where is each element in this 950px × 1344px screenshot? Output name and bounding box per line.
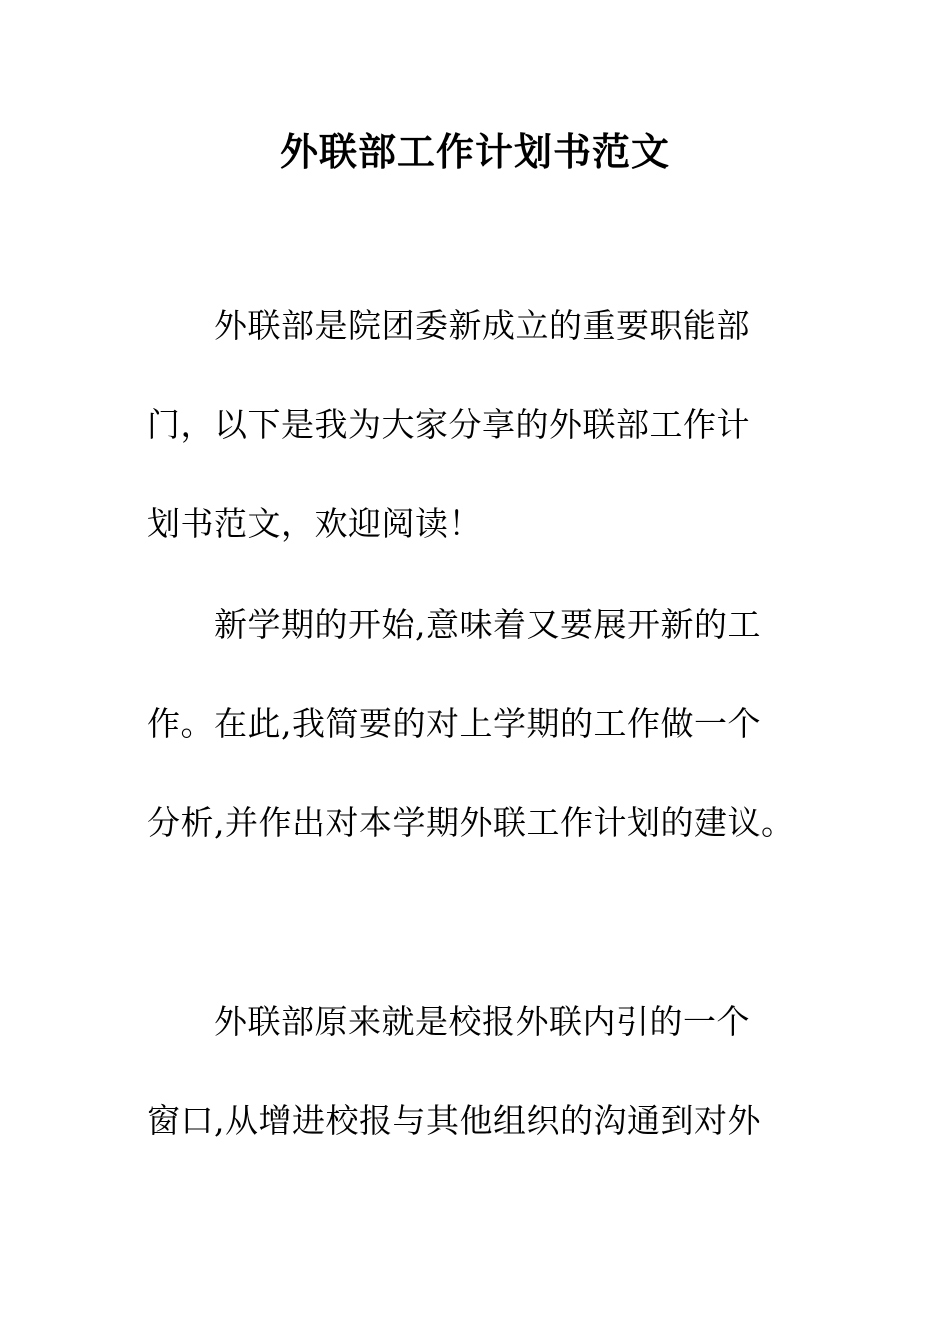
paragraph-2-line-3: 分析,并作出对本学期外联工作计划的建议。: [147, 803, 795, 842]
paragraph-2-line-1: 新学期的开始,意味着又要展开新的工: [214, 605, 761, 644]
paragraph-2-line-2: 作。在此,我简要的对上学期的工作做一个: [147, 704, 761, 743]
paragraph-3-line-2: 窗口,从增进校报与其他组织的沟通到对外: [147, 1101, 761, 1140]
paragraph-1-line-2: 门，以下是我为大家分享的外联部工作计: [147, 405, 750, 444]
paragraph-1-line-1: 外联部是院团委新成立的重要职能部: [214, 306, 750, 345]
paragraph-3-line-1: 外联部原来就是校报外联内引的一个: [214, 1002, 750, 1041]
paragraph-1-line-3: 划书范文，欢迎阅读！: [147, 504, 482, 543]
document-title: 外联部工作计划书范文: [279, 129, 670, 174]
